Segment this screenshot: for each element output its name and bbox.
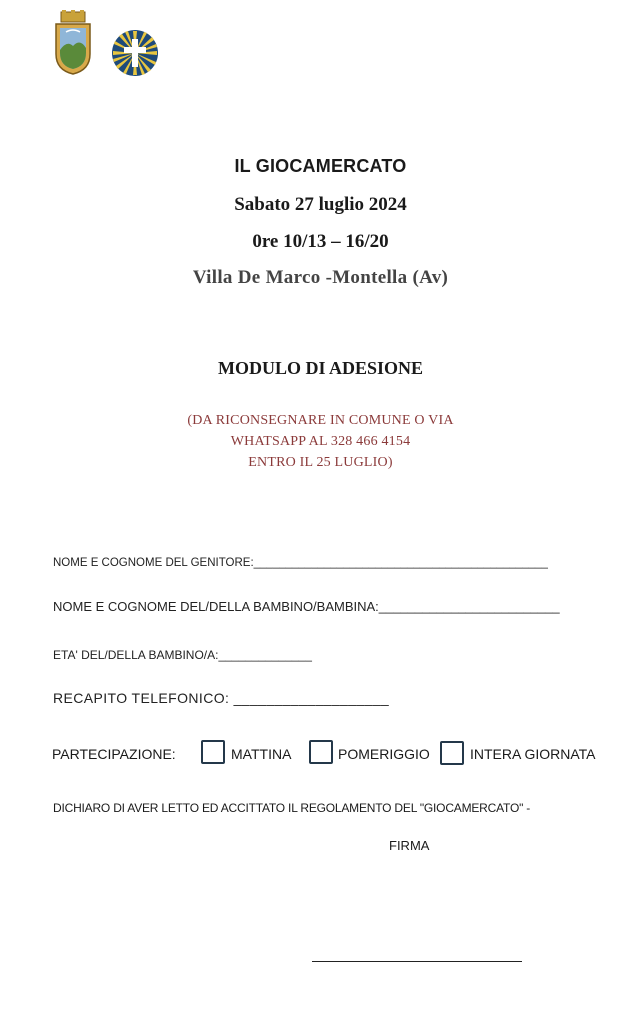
pomeriggio-label: POMERIGGIO	[338, 746, 430, 762]
event-place: Villa De Marco -Montella (Av)	[192, 267, 449, 288]
coat-of-arms-logo	[52, 10, 94, 76]
phone-field[interactable]: RECAPITO TELEFONICO: ___________________	[53, 690, 390, 706]
child-age-field[interactable]: ETA' DEL/DELLA BAMBINO/A:______________	[53, 648, 312, 662]
form-heading: MODULO DI ADESIONE	[217, 358, 424, 378]
note-line-1: (DA RICONSEGNARE IN COMUNE O VIA	[187, 413, 454, 428]
child-name-field[interactable]: NOME E COGNOME DEL/DELLA BAMBINO/BAMBINA:_________________________	[53, 599, 560, 614]
event-hours: 0re 10/13 – 16/20	[252, 231, 389, 252]
submission-note	[0, 410, 641, 473]
sunburst-logo	[111, 29, 159, 77]
declaration-text: DICHIARO DI AVER LETTO ED ACCITTATO IL REGOLAMENTO DEL "GIOCAMERCATO" -	[53, 801, 531, 815]
parent-name-field[interactable]: NOME E COGNOME DEL GENITORE:______________________________________________	[53, 557, 548, 569]
intera-giornata-label: INTERA GIORNATA	[470, 746, 596, 762]
pomeriggio-checkbox[interactable]	[309, 740, 333, 764]
mattina-checkbox[interactable]	[201, 740, 225, 764]
signature-line[interactable]	[312, 961, 522, 962]
event-title: IL GIOCAMERCATO	[234, 156, 407, 176]
intera-giornata-checkbox[interactable]	[440, 741, 464, 765]
note-line-2: WHATSAPP AL 328 466 4154	[230, 434, 411, 449]
event-date: Sabato 27 luglio 2024	[234, 194, 407, 215]
participation-label: PARTECIPAZIONE:	[52, 746, 176, 762]
signature-label: FIRMA	[389, 838, 430, 853]
mattina-label: MATTINA	[231, 746, 292, 762]
note-line-3: ENTRO IL 25 LUGLIO)	[248, 455, 393, 470]
